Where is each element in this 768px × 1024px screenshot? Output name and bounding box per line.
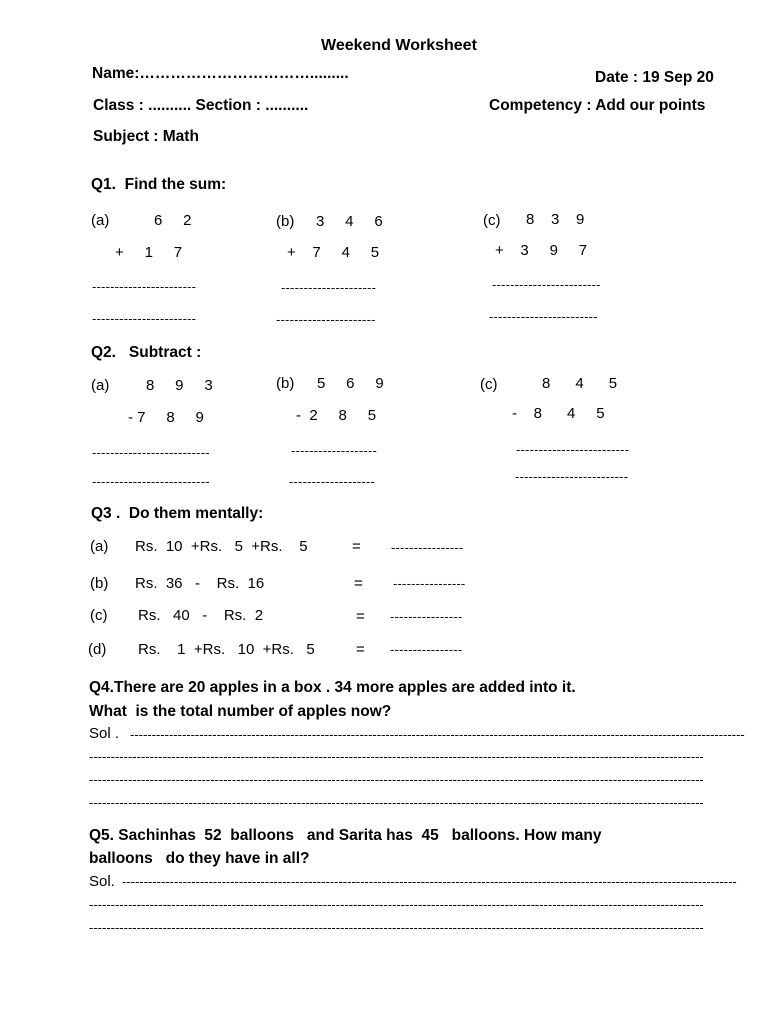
q4-answer-line: ---------------------------------------------------------------------------------------------------------------------------------------------- xyxy=(89,749,704,764)
q1c-label: (c) xyxy=(483,212,501,229)
q3a-equals: = xyxy=(352,538,361,555)
q2-heading: Q2. Subtract : xyxy=(91,344,202,361)
q1a-top: 6 2 xyxy=(154,212,192,229)
q4-answer-line: ---------------------------------------------------------------------------------------------------------------------------------------------- xyxy=(89,795,704,810)
q1c-answer-line-2: ------------------------ xyxy=(489,309,598,324)
q2b-bottom: - 2 8 5 xyxy=(296,407,377,424)
q4-sol-label: Sol . xyxy=(89,725,120,742)
q1a-answer-line-2: ----------------------- xyxy=(92,311,197,326)
q5-answer-line: ---------------------------------------------------------------------------------------------------------------------------------------------- xyxy=(89,920,704,935)
q3d-equals: = xyxy=(356,641,365,658)
q1b-label: (b) xyxy=(276,213,295,230)
q2c-label: (c) xyxy=(480,376,498,393)
q3c-answer-blank: ---------------- xyxy=(390,609,463,624)
q3c-equals: = xyxy=(356,608,365,625)
q5-question-line-1: Q5. Sachinhas 52 balloons and Sarita has 45 balloons. How many xyxy=(89,827,602,844)
q1b-answer-line-2: ---------------------- xyxy=(276,312,376,327)
q3-heading: Q3 . Do them mentally: xyxy=(91,505,264,522)
q5-answer-line: ---------------------------------------------------------------------------------------------------------------------------------------------- xyxy=(89,897,704,912)
q2b-answer-line-2: ------------------- xyxy=(289,474,376,489)
q1b-answer-line: --------------------- xyxy=(281,280,377,295)
q1c-answer-line: ------------------------ xyxy=(492,277,601,292)
q5-sol-label: Sol. xyxy=(89,873,115,890)
q5-question-line-2: balloons do they have in all? xyxy=(89,850,310,867)
q4-question-line-2: What is the total number of apples now? xyxy=(89,703,392,720)
worksheet-title: Weekend Worksheet xyxy=(321,37,477,54)
q2a-answer-line-2: -------------------------- xyxy=(92,474,210,489)
q2c-answer-line-2: ------------------------- xyxy=(515,469,629,484)
q2a-answer-line: -------------------------- xyxy=(92,445,210,460)
q3a-label: (a) xyxy=(90,538,109,555)
q3b-expression: Rs. 36 - Rs. 16 xyxy=(135,575,265,592)
q1b-top: 3 4 6 xyxy=(316,213,383,230)
q1a-answer-line: ----------------------- xyxy=(92,279,197,294)
q3b-equals: = xyxy=(354,575,363,592)
q3d-expression: Rs. 1 +Rs. 10 +Rs. 5 xyxy=(138,641,315,658)
q3d-answer-blank: ---------------- xyxy=(390,642,463,657)
q2b-top: 5 6 9 xyxy=(317,375,384,392)
q1a-bottom: + 1 7 xyxy=(115,244,183,261)
q1-heading: Q1. Find the sum: xyxy=(91,176,227,193)
q3b-answer-blank: ---------------- xyxy=(393,576,466,591)
class-section-field: Class : .......... Section : .......... xyxy=(93,97,309,114)
q2b-label: (b) xyxy=(276,375,295,392)
q2a-label: (a) xyxy=(91,377,110,394)
q2c-top: 8 4 5 xyxy=(542,375,618,392)
q3d-label: (d) xyxy=(88,641,107,658)
q4-answer-line: ---------------------------------------------------------------------------------------------------------------------------------------------- xyxy=(89,772,704,787)
q3c-expression: Rs. 40 - Rs. 2 xyxy=(138,607,264,624)
competency-text: Competency : Add our points xyxy=(489,97,706,114)
q1c-bottom: + 3 9 7 xyxy=(495,242,588,259)
q1c-top: 8 3 9 xyxy=(526,211,585,228)
q1b-bottom: + 7 4 5 xyxy=(287,244,380,261)
q5-answer-line: ---------------------------------------------------------------------------------------------------------------------------------------------- xyxy=(122,874,737,889)
q3c-label: (c) xyxy=(90,607,108,624)
q2a-bottom: - 7 8 9 xyxy=(128,409,204,426)
q2c-answer-line: ------------------------- xyxy=(516,442,630,457)
q3b-label: (b) xyxy=(90,575,109,592)
q2c-bottom: - 8 4 5 xyxy=(512,405,605,422)
q2b-answer-line: ------------------- xyxy=(291,443,378,458)
subject-text: Subject : Math xyxy=(93,128,199,145)
q3a-expression: Rs. 10 +Rs. 5 +Rs. 5 xyxy=(135,538,308,555)
q3a-answer-blank: ---------------- xyxy=(391,540,464,555)
q1a-label: (a) xyxy=(91,212,110,229)
q4-question-line-1: Q4.There are 20 apples in a box . 34 more apples are added into it. xyxy=(89,679,576,696)
name-field: Name:……………………………......... xyxy=(92,65,349,82)
q2a-top: 8 9 3 xyxy=(146,377,213,394)
q4-answer-line: ---------------------------------------------------------------------------------------------------------------------------------------------- xyxy=(130,727,745,742)
date-text: Date : 19 Sep 20 xyxy=(595,69,714,86)
